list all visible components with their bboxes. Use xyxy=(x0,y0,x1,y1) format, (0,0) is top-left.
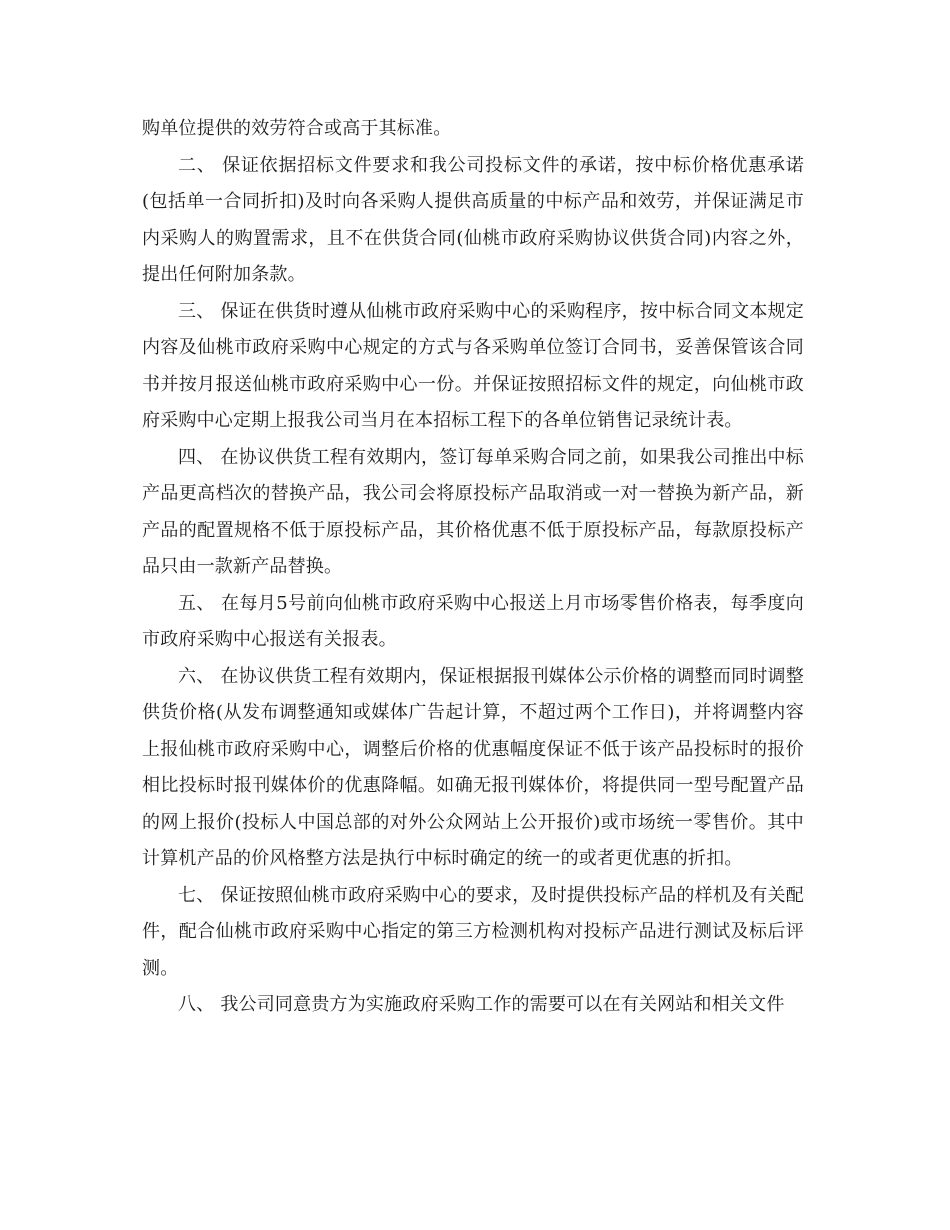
paragraph-clause-6: 六、 在协议供货工程有效期内，保证根据报刊媒体公示价格的调整而同时调整供货价格(从发布调整通知或媒体广告起计算，不超过两个工作日)，并将调整内容上报仙桃市政府采购中心，调整后价格的优惠幅度保证不低于该产品投标时的报价相比投标时报刊媒体价的优惠降幅。如确无报刊媒体价，将提供同一型号配置产品的网上报价(投标人中国总部的对外公众网站上公开报价)或市场统一零售价。其中计算机产品的价风格整方法是执行中标时确定的统一的或者更优惠的折扣。 xyxy=(142,665,804,869)
document-page xyxy=(142,111,804,1024)
paragraph-clause-3: 三、 保证在供货时遵从仙桃市政府采购中心的采购程序，按中标合同文本规定内容及仙桃市政府采购中心规定的方式与各采购单位签订合同书，妥善保管该合同书并按月报送仙桃市政府采购中心一份。并保证按照招标文件的规定，向仙桃市政府采购中心定期上报我公司当月在本招标工程下的各单位销售记录统计表。 xyxy=(142,300,804,431)
paragraph-clause-7: 七、 保证按照仙桃市政府采购中心的要求，及时提供投标产品的样机及有关配件，配合仙桃市政府采购中心指定的第三方检测机构对投标产品进行测试及标后评测。 xyxy=(142,884,804,979)
paragraph-clause-4: 四、 在协议供货工程有效期内，签订每单采购合同之前，如果我公司推出中标产品更高档次的替换产品，我公司会将原投标产品取消或一对一替换为新产品，新产品的配置规格不低于原投标产品，其价格优惠不低于原投标产品，每款原投标产品只由一款新产品替换。 xyxy=(142,446,804,577)
paragraph-clause-2: 二、 保证依据招标文件要求和我公司投标文件的承诺，按中标价格优惠承诺(包括单一合同折扣)及时向各采购人提供高质量的中标产品和效劳，并保证满足市内采购人的购置需求，且不在供货合同(仙桃市政府采购协议供货合同)内容之外，提出任何附加条款。 xyxy=(142,154,804,285)
paragraph-clause-5: 五、 在每月5号前向仙桃市政府采购中心报送上月市场零售价格表，每季度向市政府采购中心报送有关报表。 xyxy=(142,592,804,650)
paragraph-continued: 购单位提供的效劳符合或高于其标准。 xyxy=(142,118,452,139)
paragraph-clause-8: 八、 我公司同意贵方为实施政府采购工作的需要可以在有关网站和相关文件 xyxy=(178,994,785,1015)
